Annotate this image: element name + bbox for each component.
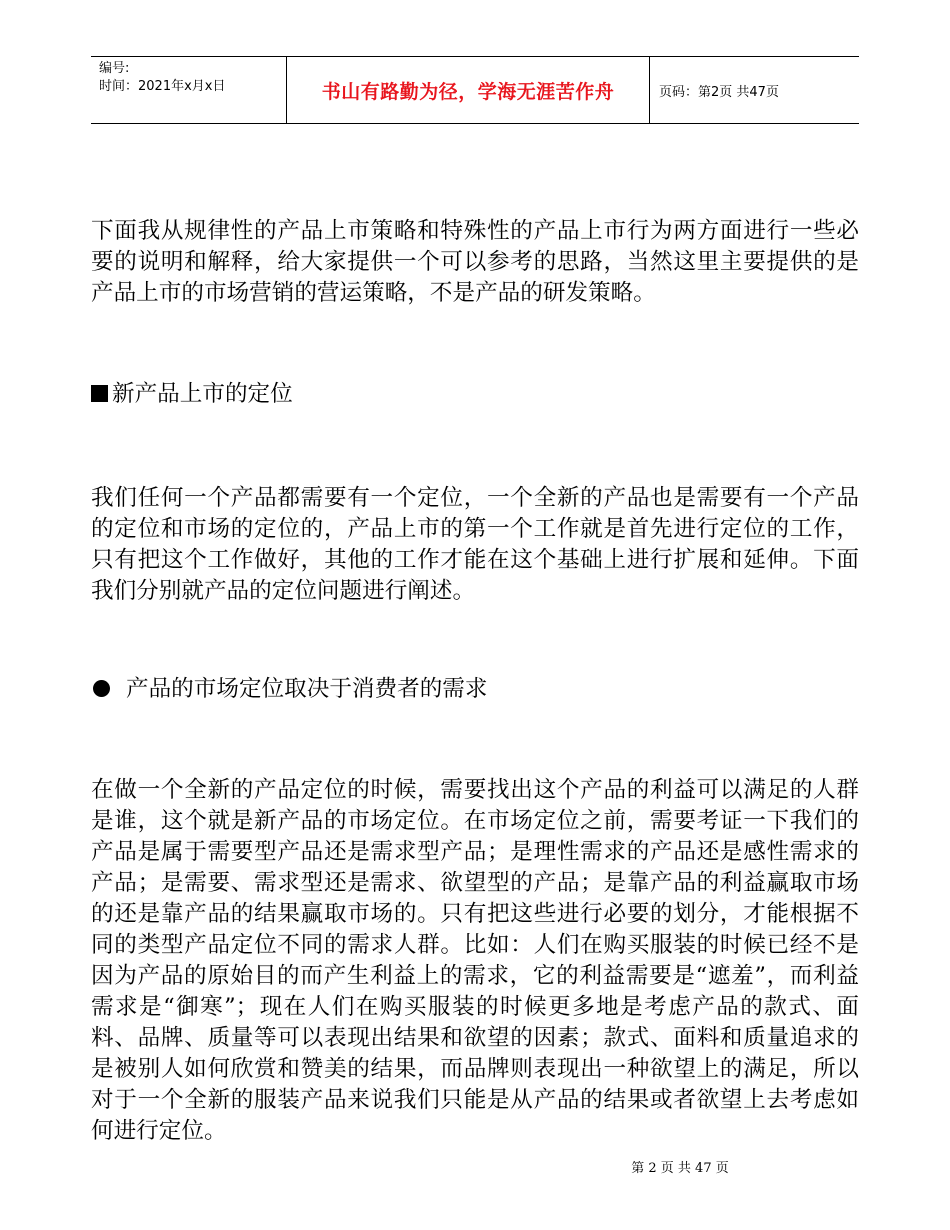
header-page-cell: [650, 57, 859, 123]
subsection-heading-market: [91, 674, 859, 705]
paragraph-text: 下面我从规律性的产品上市策略和特殊性的产品上市行为两方面进行一些必要的说明和解释，给大家提供一个可以参考的思路，当然这里主要提供的是产品上市的市场营销的营运策略，不是产品的研发策略。: [91, 218, 859, 306]
paragraph-intro: [91, 216, 859, 309]
circle-bullet-icon: [93, 680, 110, 697]
paragraph-positioning: [91, 483, 859, 607]
paragraph-market-positioning: [91, 775, 859, 1147]
page-header: [91, 56, 859, 124]
document-number-label: 编号:: [99, 61, 130, 76]
subsection-heading-text: 产品的市场定位取决于消费者的需求: [126, 676, 488, 702]
paragraph-text: 在做一个全新的产品定位的时候，需要找出这个产品的利益可以满足的人群是谁，这个就是新产品的市场定位。在市场定位之前，需要考证一下我们的产品是属于需要型产品还是需求型产品；是理性需求的产品还是感性需求的产品；是需要、需求型还是需求、欲望型的产品；是靠产品的利益赢取市场的还是靠产品的结果赢取市场的。只有把这些进行必要的划分，才能根据不同的类型产品定位不同的需求人群。比如：人们在购买服装的时候已经不是因为产品的原始目的而产生利益上的需求，它的利益需要是“遮羞”，而利益需求是“御寒”；现在人们在购买服装的时候更多地是考虑产品的款式、面料、品牌、质量等可以表现出结果和欲望的因素；款式、面料和质量追求的是被别人如何欣赏和赞美的结果，而品牌则表现出一种欲望上的满足，所以对于一个全新的服装产品来说我们只能是从产品的结果或者欲望上去考虑如何进行定位。: [91, 777, 859, 1144]
header-motto-cell: [287, 57, 650, 123]
header-motto: 书山有路勤为径，学海无涯苦作舟: [321, 80, 615, 103]
header-page-info: 页码：第2页 共47页: [659, 84, 779, 100]
header-meta: [91, 57, 287, 123]
page-footer: 第 2 页 共 47 页: [631, 1161, 729, 1176]
paragraph-text: 我们任何一个产品都需要有一个定位，一个全新的产品也是需要有一个产品的定位和市场的定位的，产品上市的第一个工作就是首先进行定位的工作，只有把这个工作做好，其他的工作才能在这个基础上进行扩展和延伸。下面我们分别就产品的定位问题进行阐述。: [91, 485, 859, 604]
section-heading-positioning: [91, 379, 859, 410]
square-bullet-icon: [91, 385, 108, 402]
section-heading-text: 新产品上市的定位: [112, 381, 293, 407]
document-time-label: 时间：2021年x月x日: [99, 79, 226, 94]
